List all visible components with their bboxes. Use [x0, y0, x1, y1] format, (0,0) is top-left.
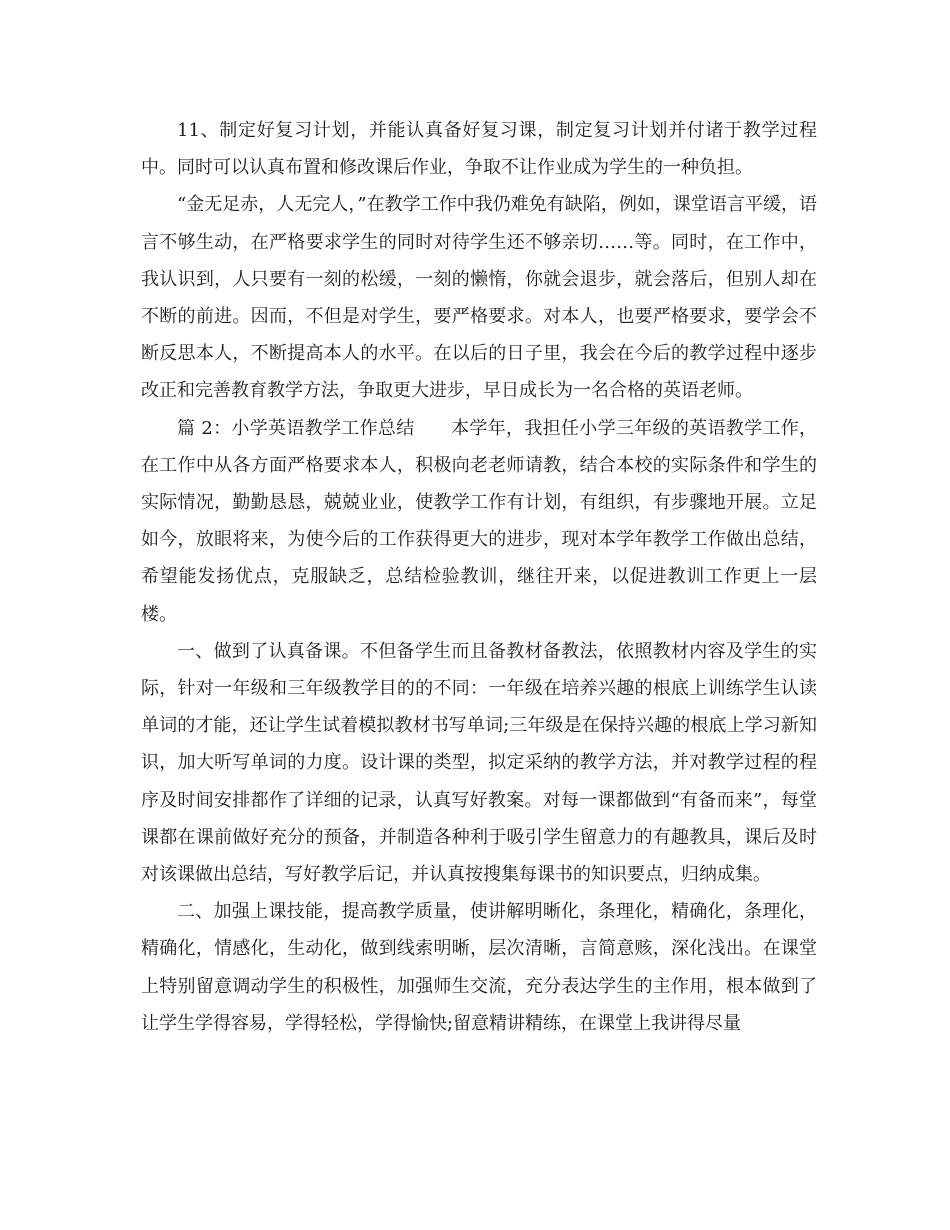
paragraph-lesson-preparation: 一、做到了认真备课。不但备学生而且备教材备教法，依照教材内容及学生的实际，针对一年级和三年级教学目的的不同：一年级在培养兴趣的根底上训练学生认读单词的才能，还让学生试着模拟教材书写单词;三年级是在保持兴趣的根底上学习新知识，加大听写单词的力度。设计课的类型，拟定采纳的教学方法，并对教学过程的程序及时间安排都作了详细的记录，认真写好教案。对每一课都做到“有备而来”，每堂课都在课前做好充分的预备，并制造各种利于吸引学生留意力的有趣教具，课后及时对该课做出总结，写好教学后记，并认真按搜集每课书的知识要点，归纳成集。: [141, 640, 817, 886]
document-body: [141, 112, 817, 1042]
paragraph-section-2-intro: 篇 2：小学英语教学工作总结 本学年，我担任小学三年级的英语教学工作，在工作中从各方面严格要求本人，积极向老老师请教，结合本校的实际条件和学生的实际情况，勤勤恳恳，兢兢业业，使教学工作有计划，有组织，有步骤地开展。立足如今，放眼将来，为使今后的工作获得更大的进步，现对本学年教学工作做出总结，希望能发扬优点，克服缺乏，总结检验教训，继往开来，以促进教训工作更上一层楼。: [141, 417, 817, 625]
paragraph-review-plan: 11、制定好复习计划，并能认真备好复习课，制定复习计划并付诸于教学过程中。同时可以认真布置和修改课后作业，争取不让作业成为学生的一种负担。: [141, 120, 817, 179]
paragraph-teaching-skills: 二、加强上课技能，提高教学质量，使讲解明晰化，条理化，精确化，条理化，精确化，情感化，生动化，做到线索明晰，层次清晰，言简意赅，深化浅出。在课堂上特别留意调动学生的积极性，加强师生交流，充分表达学生的主作用，根本做到了让学生学得容易，学得轻松，学得愉快;留意精讲精练，在课堂上我讲得尽量: [141, 901, 817, 1034]
paragraph-self-reflection: “金无足赤，人无完人，”在教学工作中我仍难免有缺陷，例如，课堂语言平缓，语言不够生动，在严格要求学生的同时对待学生还不够亲切……等。同时，在工作中，我认识到，人只要有一刻的松缓，一刻的懒惰，你就会退步，就会落后，但别人却在不断的前进。因而，不但是对学生，要严格要求。对本人，也要严格要求，要学会不断反思本人，不断提高本人的水平。在以后的日子里，我会在今后的教学过程中逐步改正和完善教育教学方法，争取更大进步，早日成长为一名合格的英语老师。: [141, 194, 817, 402]
